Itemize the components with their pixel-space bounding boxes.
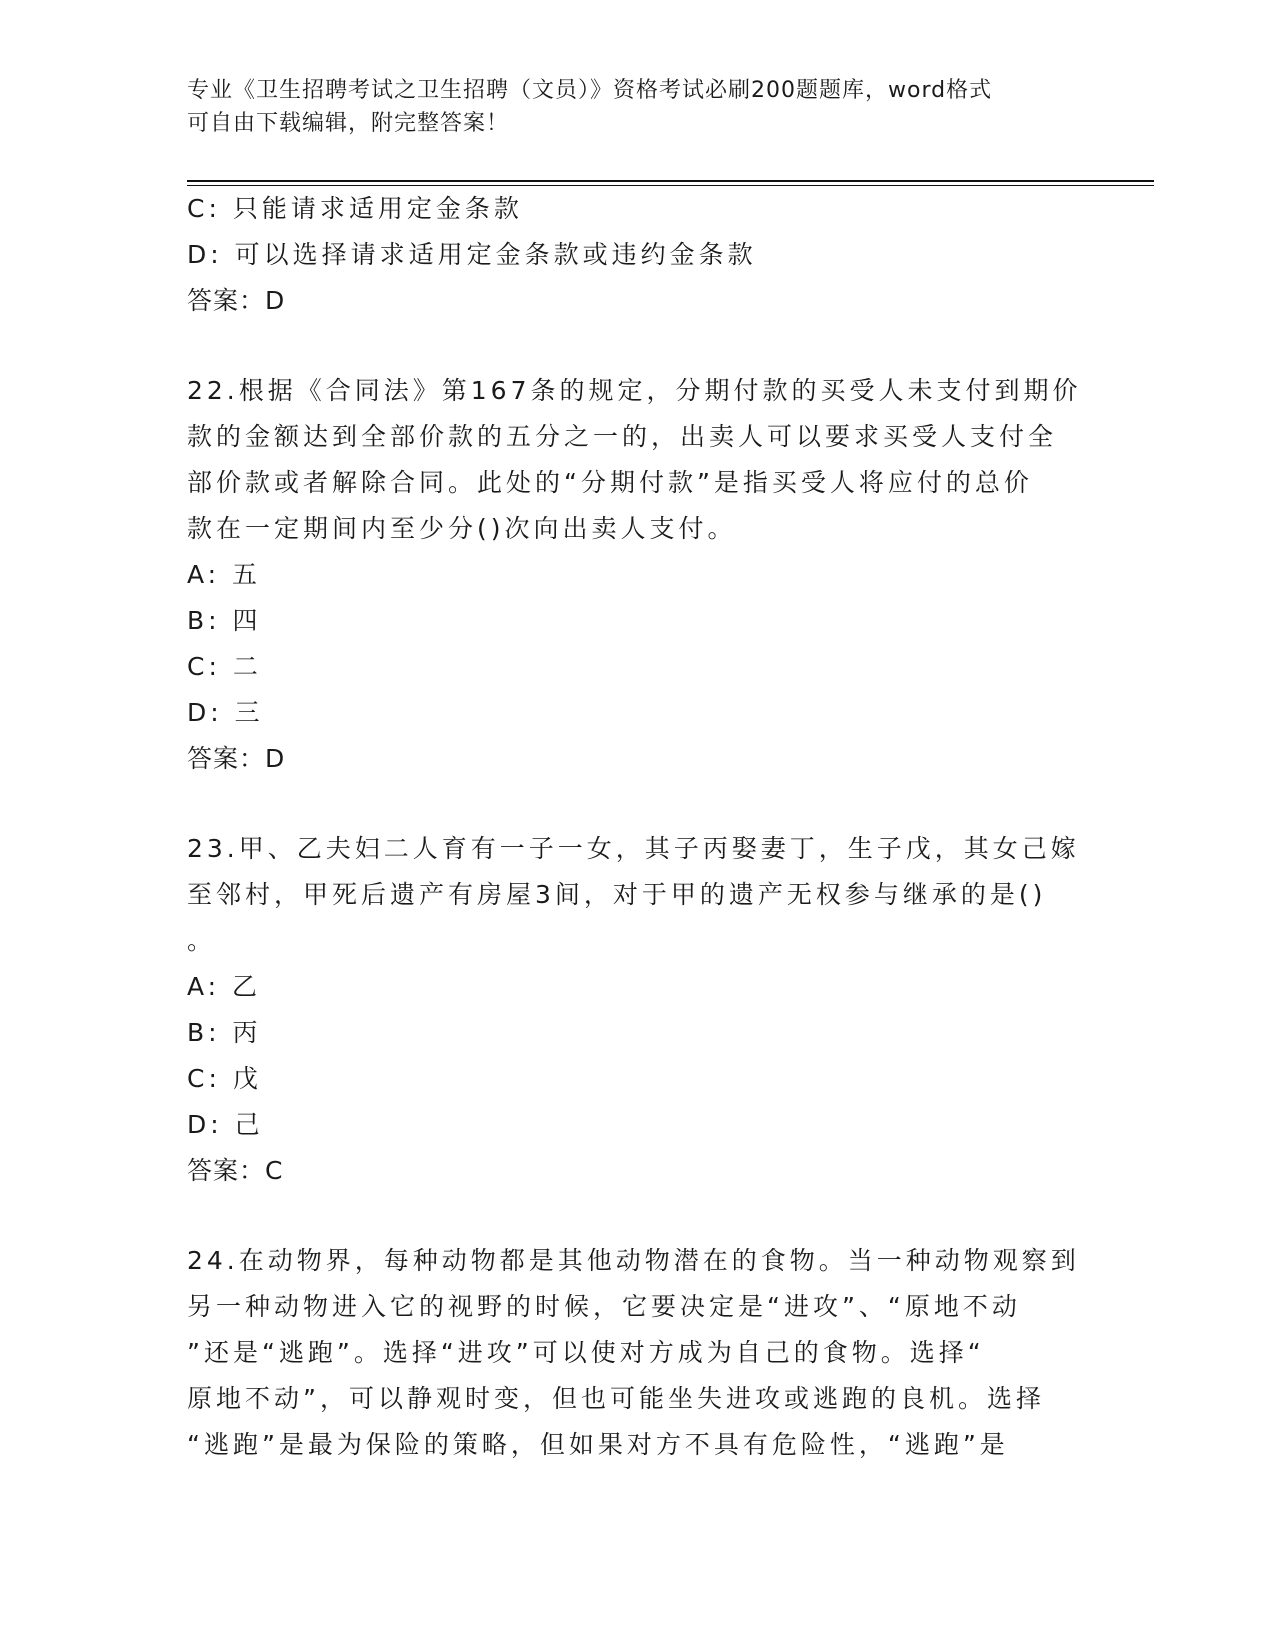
q23-answer: 答案：C <box>187 1156 284 1185</box>
q22-text-line-2: 款的金额达到全部价款的五分之一的，出卖人可以要求买受人支付全 <box>187 422 1058 451</box>
question-content <box>187 186 1087 1468</box>
spacer <box>187 782 1087 826</box>
prev-answer: 答案：D <box>187 286 286 315</box>
q23-option-a: A: 乙 <box>187 972 262 1001</box>
q24-text-line-5: “逃跑”是最为保险的策略，但如果对方不具有危险性，“逃跑”是 <box>187 1430 1009 1459</box>
q24-text-line-4: 原地不动”，可以静观时变，但也可能坐失进攻或逃跑的良机。选择 <box>187 1384 1045 1413</box>
prev-option-c: C: 只能请求适用定金条款 <box>187 194 523 223</box>
q23-text-line-3: 。 <box>187 926 217 955</box>
q23-text-line-1: 23.甲、乙夫妇二人育有一子一女，其子丙娶妻丁，生子戊，其女己嫁 <box>187 834 1080 863</box>
q22-option-b: B: 四 <box>187 606 262 635</box>
q23-option-b: B: 丙 <box>187 1018 262 1047</box>
q22-answer: 答案：D <box>187 744 286 773</box>
q22-text-line-4: 款在一定期间内至少分()次向出卖人支付。 <box>187 514 737 543</box>
header-title-line-1: 专业《卫生招聘考试之卫生招聘（文员）》资格考试必刷200题题库，word格式 <box>187 78 993 103</box>
spacer <box>187 324 1087 368</box>
q24-text-line-2: 另一种动物进入它的视野的时候，它要决定是“进攻”、“原地不动 <box>187 1292 1021 1321</box>
q23-option-d: D: 己 <box>187 1110 264 1139</box>
spacer <box>187 1194 1087 1238</box>
q23-option-c: C: 戊 <box>187 1064 262 1093</box>
q24-text-line-3: ”还是“逃跑”。选择“进攻”可以使对方成为自己的食物。选择“ <box>187 1338 985 1367</box>
q24-text-line-1: 24.在动物界，每种动物都是其他动物潜在的食物。当一种动物观察到 <box>187 1246 1080 1275</box>
prev-option-d: D: 可以选择请求适用定金条款或违约金条款 <box>187 240 757 269</box>
q22-text-line-3: 部价款或者解除合同。此处的“分期付款”是指买受人将应付的总价 <box>187 468 1033 497</box>
q22-option-a: A: 五 <box>187 560 262 589</box>
q22-option-c: C: 二 <box>187 652 262 681</box>
q22-text-line-1: 22.根据《合同法》第167条的规定，分期付款的买受人未支付到期价 <box>187 376 1082 405</box>
header-divider-thick <box>187 180 1154 182</box>
header-title-line-2: 可自由下载编辑，附完整答案！ <box>187 111 510 136</box>
q23-text-line-2: 至邻村，甲死后遗产有房屋3间，对于甲的遗产无权参与继承的是() <box>187 880 1047 909</box>
q22-option-d: D: 三 <box>187 698 264 727</box>
document-header <box>187 74 1087 140</box>
